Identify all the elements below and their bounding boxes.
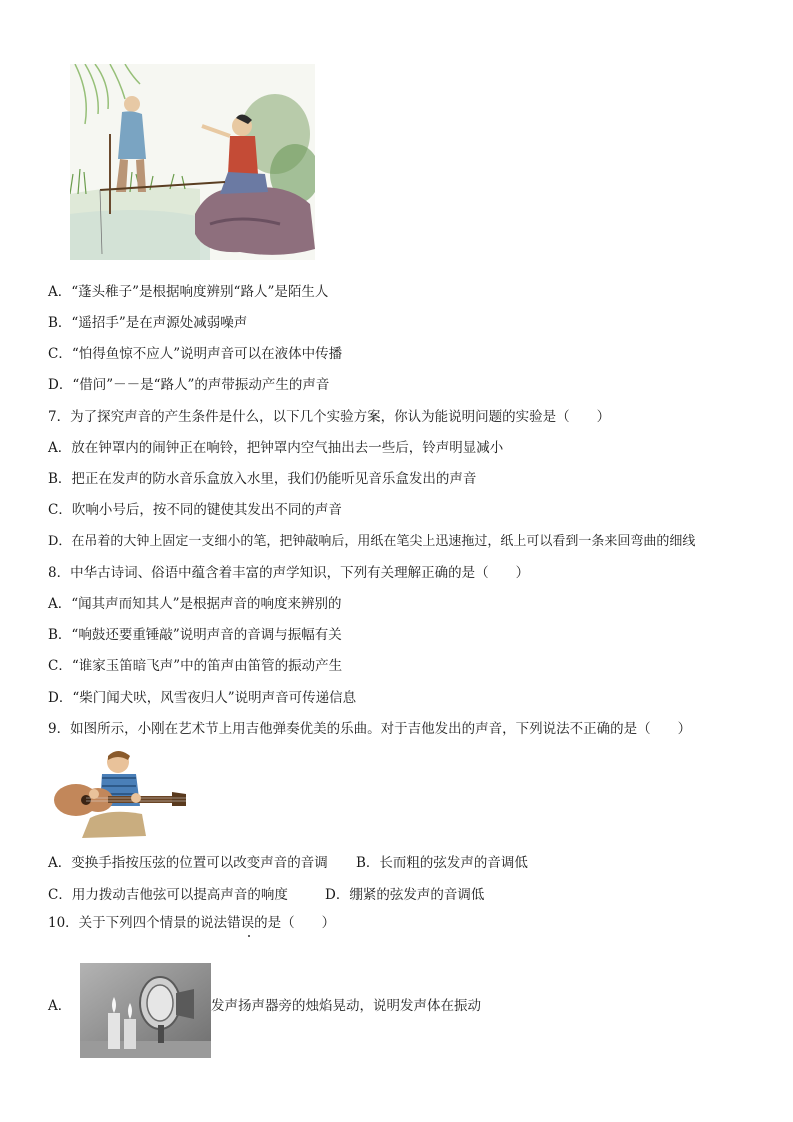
q10-option-a-text: 发声扬声器旁的烛焰晃动，说明发声体在振动 xyxy=(211,998,481,1014)
q9-option-d: D．绷紧的弦发声的音调低 xyxy=(325,887,485,903)
boy-playing-guitar-image xyxy=(50,748,188,842)
q7-option-d: D．在吊着的大钟上固定一支细小的笔，把钟敲响后，用纸在笔尖上迅速拖过，纸上可以看到一条来回弯曲的细线 xyxy=(48,534,696,549)
q7-option-c: C．吹响小号后，按不同的键使其发出不同的声音 xyxy=(48,502,342,518)
speaker-candle-image xyxy=(80,963,211,1058)
q8-option-b: B．“响鼓还要重锤敲”说明声音的音调与振幅有关 xyxy=(48,627,342,643)
q6-option-a: A．“蓬头稚子”是根据响度辨别“路人”是陌生人 xyxy=(48,284,329,300)
q9-option-b: B．长而粗的弦发声的音调低 xyxy=(356,855,528,871)
q9-stem: 9．如图所示，小刚在艺术节上用吉他弹奏优美的乐曲。对于吉他发出的声音，下列说法不正确的是（ ） xyxy=(48,721,692,737)
q8-stem: 8．中华古诗词、俗语中蕴含着丰富的声学知识，下列有关理解正确的是（ ） xyxy=(48,565,530,581)
q10-stem: 10．关于下列四个情景的说法错误的是（ ） xyxy=(48,915,336,931)
q7-option-b: B．把正在发声的防水音乐盒放入水里，我们仍能听见音乐盒发出的声音 xyxy=(48,471,477,487)
q8-option-d: D．“柴门闻犬吠，风雪夜归人”说明声音可传递信息 xyxy=(48,690,357,706)
q6-option-c: C．“怕得鱼惊不应人”说明声音可以在液体中传播 xyxy=(48,346,343,362)
q6-option-b: B．“遥招手”是在声源处减弱噪声 xyxy=(48,315,248,331)
q7-option-a: A．放在钟罩内的闹钟正在响铃，把钟罩内空气抽出去一些后，铃声明显减小 xyxy=(48,440,504,456)
emphasis-dot xyxy=(248,935,250,937)
q7-stem: 7．为了探究声音的产生条件是什么，以下几个实验方案，你认为能说明问题的实验是（ ） xyxy=(48,409,611,425)
q8-option-a: A．“闻其声而知其人”是根据声音的响度来辨别的 xyxy=(48,596,342,612)
q8-option-c: C．“谁家玉笛暗飞声”中的笛声由笛管的振动产生 xyxy=(48,658,343,674)
q9-option-a: A．变换手指按压弦的位置可以改变声音的音调 xyxy=(48,855,328,871)
q6-option-d: D．“借问”－－是“路人”的声带振动产生的声音 xyxy=(48,377,330,393)
q10-option-a-label: A． xyxy=(48,998,72,1014)
q9-option-c: C．用力拨动吉他弦可以提高声音的响度 xyxy=(48,887,288,903)
fishing-child-illustration xyxy=(70,64,315,260)
